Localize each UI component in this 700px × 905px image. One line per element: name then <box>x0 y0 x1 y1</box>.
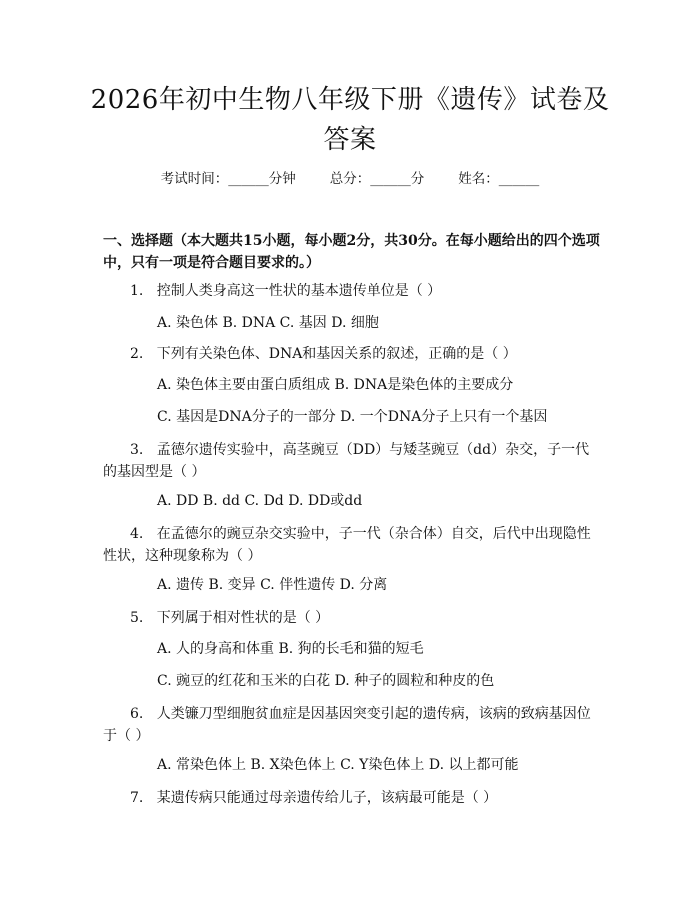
name-field: 姓名：______ <box>458 171 540 187</box>
question-6-options: A. 常染色体上 B. X染色体上 C. Y染色体上 D. 以上都可能 <box>157 757 519 773</box>
question-4 <box>103 523 600 567</box>
question-2-options-row-1: A. 染色体主要由蛋白质组成 B. DNA是染色体的主要成分 <box>157 377 514 393</box>
question-text: 下列属于相对性状的是（ ） <box>156 610 330 626</box>
question-1 <box>103 280 600 302</box>
question-3 <box>103 439 600 483</box>
question-2-options-row-2: C. 基因是DNA分子的一部分 D. 一个DNA分子上只有一个基因 <box>157 409 548 425</box>
exam-meta-line <box>0 169 700 189</box>
page-title: 2026年初中生物八年级下册《遗传》试卷及答案 <box>90 85 610 155</box>
question-5-options-row-1: A. 人的身高和体重 B. 狗的长毛和猫的短毛 <box>157 641 424 657</box>
question-number: 3. <box>130 442 144 458</box>
question-2 <box>103 343 600 365</box>
exam-time-field: 考试时间：______分钟 <box>160 171 296 187</box>
question-1-options: A. 染色体 B. DNA C. 基因 D. 细胞 <box>157 315 379 331</box>
question-text: 某遗传病只能通过母亲遗传给儿子，该病最可能是（ ） <box>156 790 498 806</box>
question-3-options: A. DD B. dd C. Dd D. DD或dd <box>157 493 363 509</box>
question-number: 6. <box>130 706 144 722</box>
question-number: 5. <box>130 610 144 626</box>
question-4-options: A. 遗传 B. 变异 C. 伴性遗传 D. 分离 <box>157 577 388 593</box>
question-number: 4. <box>130 526 144 542</box>
question-text: 在孟德尔的豌豆杂交实验中，子一代（杂合体）自交，后代中出现隐性性状，这种现象称为（ ） <box>103 526 591 564</box>
question-7 <box>103 787 600 809</box>
question-5-options-row-2: C. 豌豆的红花和玉米的白花 D. 种子的圆粒和种皮的色 <box>157 673 495 689</box>
total-score-field: 总分：______分 <box>329 171 425 187</box>
question-number: 2. <box>130 346 144 362</box>
question-number: 1. <box>130 283 144 299</box>
question-text: 控制人类身高这一性状的基本遗传单位是（ ） <box>156 283 442 299</box>
section-heading: 一、选择题（本大题共15小题，每小题2分，共30分。在每小题给出的四个选项中，只有一项是符合题目要求的。） <box>103 233 600 271</box>
question-text: 下列有关染色体、DNA和基因关系的叙述，正确的是（ ） <box>156 346 517 362</box>
question-text: 人类镰刀型细胞贫血症是因基因突变引起的遗传病，该病的致病基因位于（ ） <box>103 706 591 744</box>
question-6 <box>103 703 600 747</box>
question-5 <box>103 607 600 629</box>
question-number: 7. <box>130 790 144 806</box>
question-text: 孟德尔遗传实验中，高茎豌豆（DD）与矮茎豌豆（dd）杂交，子一代的基因型是（ ） <box>103 442 590 480</box>
